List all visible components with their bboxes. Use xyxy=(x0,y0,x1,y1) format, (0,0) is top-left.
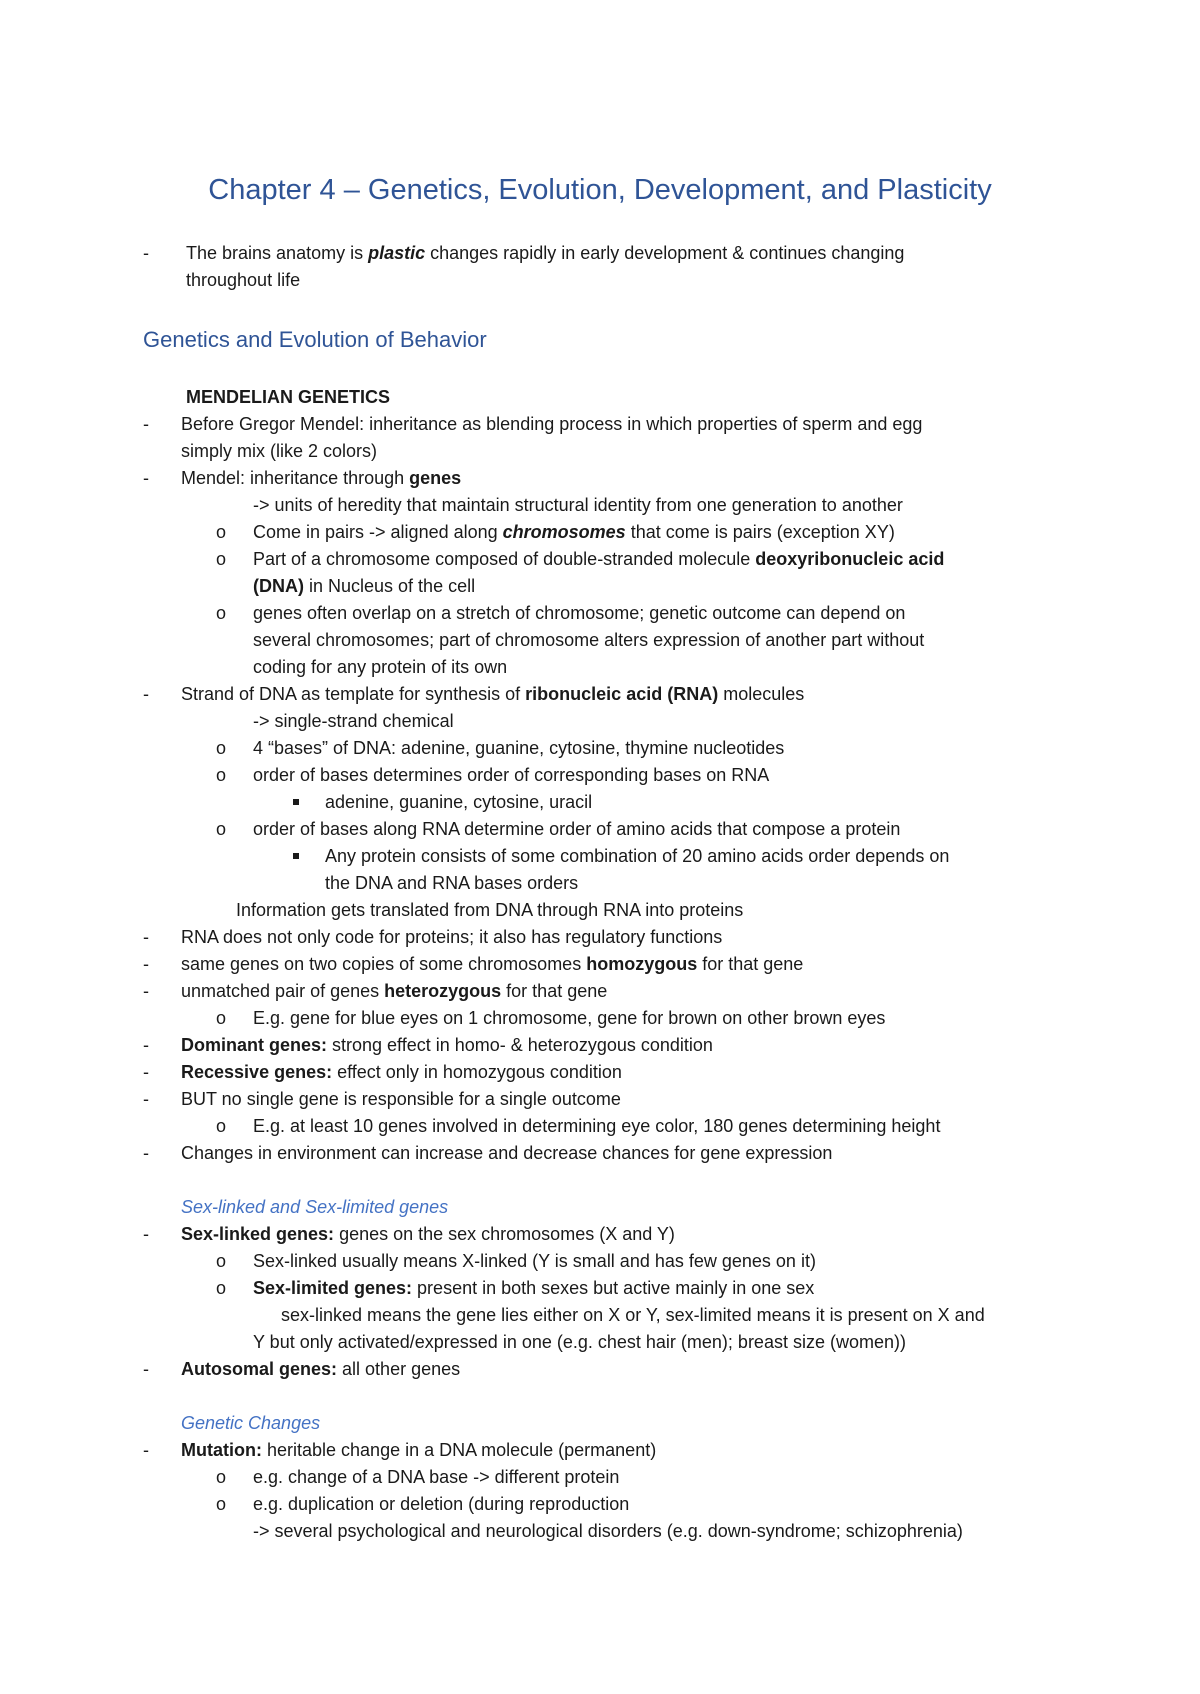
page-title: Chapter 4 – Genetics, Evolution, Development, and Plasticity xyxy=(208,174,992,206)
square-bullet xyxy=(293,853,299,859)
mendel-before-2: simply mix (like 2 colors) xyxy=(181,441,378,461)
mendel-homozygous: same genes on two copies of some chromosomes homozygous for that gene xyxy=(181,954,804,974)
mendel-before-1: Before Gregor Mendel: inheritance as blending process in which properties of sperm and egg xyxy=(181,414,923,434)
circle-marker: o xyxy=(216,765,227,785)
sexlinked-means-1: sex-linked means the gene lies either on X or Y, sex-limited means it is present on X and xyxy=(281,1305,985,1325)
mendel-translated: Information gets translated from DNA through RNA into proteins xyxy=(236,900,744,920)
mendel-regulatory: RNA does not only code for proteins; it also has regulatory functions xyxy=(181,927,723,947)
autosomal-genes: Autosomal genes: all other genes xyxy=(181,1359,461,1379)
mendel-order-2: order of bases along RNA determine order of amino acids that compose a protein xyxy=(253,819,901,839)
circle-marker: o xyxy=(216,1494,227,1514)
changes-base: e.g. change of a DNA base -> different protein xyxy=(253,1467,620,1487)
mendel-dna-2: (DNA) in Nucleus of the cell xyxy=(253,576,476,596)
dash-marker: - xyxy=(143,1143,149,1163)
dash-marker: - xyxy=(143,1089,149,1109)
circle-marker: o xyxy=(216,1467,227,1487)
dash-marker: - xyxy=(143,1440,149,1460)
mendel-bases: 4 “bases” of DNA: adenine, guanine, cytosine, thymine nucleotides xyxy=(253,738,785,758)
circle-marker: o xyxy=(216,1251,227,1271)
sexlinked-usually: Sex-linked usually means X-linked (Y is small and has few genes on it) xyxy=(253,1251,816,1271)
circle-marker: o xyxy=(216,819,227,839)
mendel-protein-1: Any protein consists of some combination of 20 amino acids order depends on xyxy=(325,846,950,866)
sexlinked-definition: Sex-linked genes: genes on the sex chromosomes (X and Y) xyxy=(181,1224,675,1244)
dash-marker: - xyxy=(143,927,149,947)
mendel-overlap-2: several chromosomes; part of chromosome alters expression of another part without xyxy=(253,630,925,650)
mendel-eyes: E.g. gene for blue eyes on 1 chromosome, gene for brown on other brown eyes xyxy=(253,1008,886,1028)
mendel-eye-color: E.g. at least 10 genes involved in determining eye color, 180 genes determining height xyxy=(253,1116,941,1136)
mendel-heading: MENDELIAN GENETICS xyxy=(186,387,391,407)
mendel-rna-bases: adenine, guanine, cytosine, uracil xyxy=(325,792,593,812)
square-bullet xyxy=(293,799,299,805)
dash-marker: - xyxy=(143,1062,149,1082)
dash-marker: - xyxy=(143,414,149,434)
dash-marker: - xyxy=(143,243,149,263)
circle-marker: o xyxy=(216,1116,227,1136)
mendel-overlap-3: coding for any protein of its own xyxy=(253,657,508,677)
changes-duplication: e.g. duplication or deletion (during reproduction xyxy=(253,1494,630,1514)
dash-marker: - xyxy=(143,684,149,704)
sexlinked-heading: Sex-linked and Sex-limited genes xyxy=(181,1197,449,1217)
mendel-overlap-1: genes often overlap on a stretch of chromosome; genetic outcome can depend on xyxy=(253,603,906,623)
section-heading: Genetics and Evolution of Behavior xyxy=(143,327,487,352)
mendel-rna: Strand of DNA as template for synthesis of ribonucleic acid (RNA) molecules xyxy=(181,684,805,704)
intro-line-2: throughout life xyxy=(186,270,301,290)
mendel-heterozygous: unmatched pair of genes heterozygous for that gene xyxy=(181,981,608,1001)
dash-marker: - xyxy=(143,954,149,974)
dash-marker: - xyxy=(143,468,149,488)
mendel-single: -> single-strand chemical xyxy=(253,711,454,731)
mendel-protein-2: the DNA and RNA bases orders xyxy=(325,873,579,893)
changes-disorders: -> several psychological and neurological disorders (e.g. down-syndrome; schizophrenia) xyxy=(253,1521,963,1541)
mendel-environment: Changes in environment can increase and decrease chances for gene expression xyxy=(181,1143,833,1163)
dash-marker: - xyxy=(143,981,149,1001)
dash-marker: - xyxy=(143,1224,149,1244)
mendel-genes: Mendel: inheritance through genes xyxy=(181,468,462,488)
changes-mutation: Mutation: heritable change in a DNA molecule (permanent) xyxy=(181,1440,657,1460)
mendel-dominant: Dominant genes: strong effect in homo- & heterozygous condition xyxy=(181,1035,713,1055)
dash-marker: - xyxy=(143,1359,149,1379)
changes-heading: Genetic Changes xyxy=(181,1413,321,1433)
circle-marker: o xyxy=(216,1008,227,1028)
circle-marker: o xyxy=(216,549,227,569)
mendel-dna-1: Part of a chromosome composed of double-stranded molecule deoxyribonucleic acid xyxy=(253,549,945,569)
intro-line-1: The brains anatomy is plastic changes rapidly in early development & continues changing xyxy=(186,243,905,263)
circle-marker: o xyxy=(216,1278,227,1298)
mendel-no-single: BUT no single gene is responsible for a single outcome xyxy=(181,1089,621,1109)
mendel-order-1: order of bases determines order of corresponding bases on RNA xyxy=(253,765,770,785)
circle-marker: o xyxy=(216,603,227,623)
mendel-pairs: Come in pairs -> aligned along chromosomes that come is pairs (exception XY) xyxy=(253,522,895,542)
sexlimited-definition: Sex-limited genes: present in both sexes but active mainly in one sex xyxy=(253,1278,815,1298)
dash-marker: - xyxy=(143,1035,149,1055)
mendel-recessive: Recessive genes: effect only in homozygous condition xyxy=(181,1062,622,1082)
sexlinked-means-2: Y but only activated/expressed in one (e.g. chest hair (men); breast size (women)) xyxy=(253,1332,906,1352)
circle-marker: o xyxy=(216,522,227,542)
circle-marker: o xyxy=(216,738,227,758)
mendel-units: -> units of heredity that maintain structural identity from one generation to another xyxy=(253,495,903,515)
